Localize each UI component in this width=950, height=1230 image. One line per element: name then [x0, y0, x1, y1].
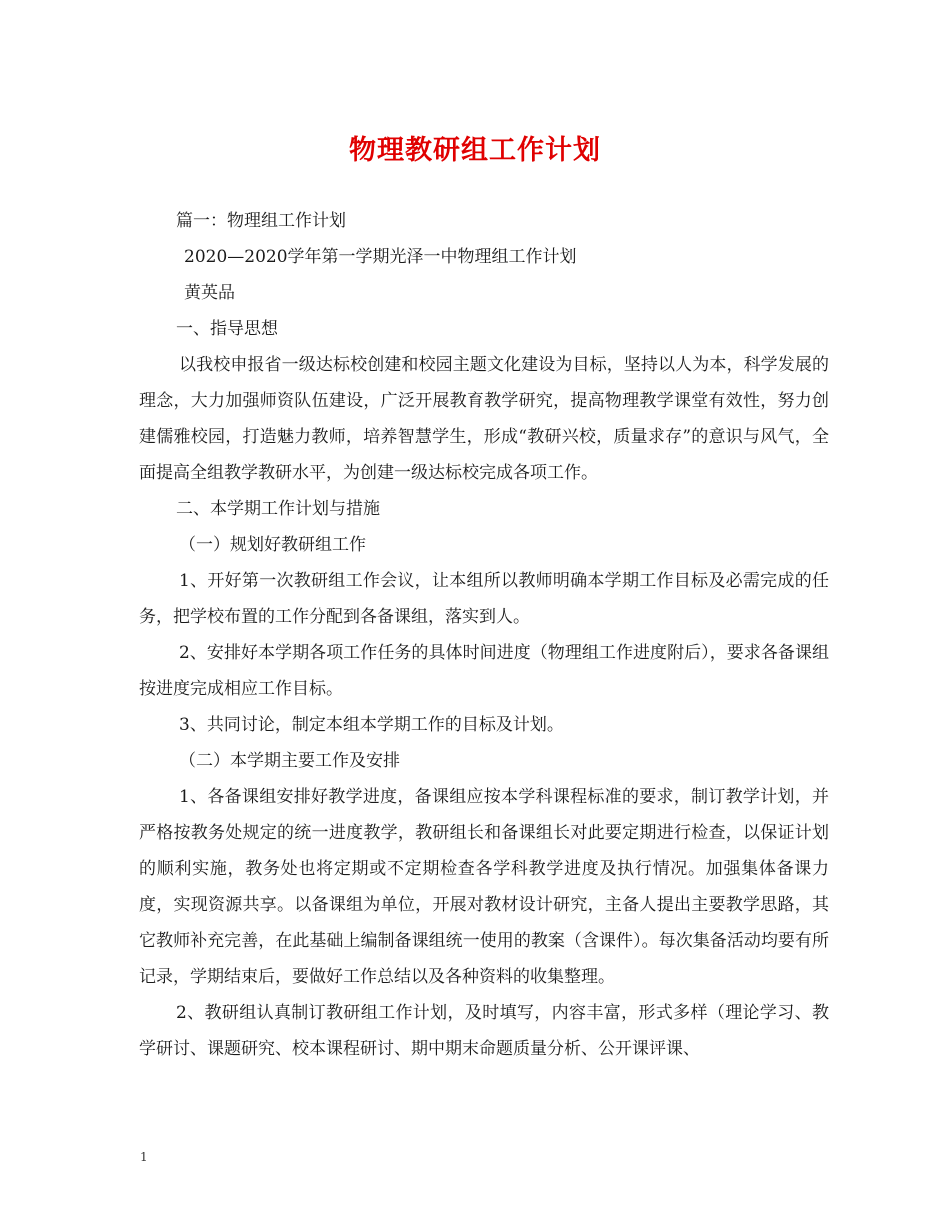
paragraph-item-2: 2、安排好本学期各项工作任务的具体时间进度（物理组工作进度附后），要求各备课组按进度完成相应工作目标。	[139, 643, 829, 699]
section-heading-guiding-thought: 一、指导思想	[176, 319, 278, 339]
plan-subtitle: 2020—2020学年第一学期光泽一中物理组工作计划	[184, 247, 577, 267]
section-heading-plan-measures: 二、本学期工作计划与措施	[176, 499, 380, 519]
page-number: 1	[140, 1150, 148, 1164]
document-body	[139, 203, 829, 1067]
subsection-heading-planning: （一）规划好教研组工作	[179, 535, 366, 555]
subsection-heading-main-work: （二）本学期主要工作及安排	[179, 751, 400, 771]
paragraph-item-1: 1、开好第一次教研组工作会议，让本组所以教师明确本学期工作目标及必需完成的任务，把学校布置的工作分配到各备课组，落实到人。	[139, 571, 829, 627]
article-label: 篇一：物理组工作计划	[176, 211, 346, 231]
paragraph-main-work-1: 1、各备课组安排好教学进度，备课组应按本学科课程标准的要求，制订教学计划，并严格按教务处规定的统一进度教学，教研组长和备课组长对此要定期进行检查，以保证计划的顺利实施，教务处也将定期或不定期检查各学科教学进度及执行情况。加强集体备课力度，实现资源共享。以备课组为单位，开展对教材设计研究，主备人提出主要教学思路，其它教师补充完善，在此基础上编制备课组统一使用的教案（含课件）。每次集备活动均要有所记录，学期结束后，要做好工作总结以及各种资料的收集整理。	[139, 787, 829, 987]
document-title: 物理教研组工作计划	[349, 135, 601, 166]
paragraph-item-3: 3、共同讨论，制定本组本学期工作的目标及计划。	[179, 715, 564, 735]
author-name: 黄英品	[184, 283, 235, 303]
paragraph-main-work-2: 2、教研组认真制订教研组工作计划，及时填写，内容丰富，形式多样（理论学习、教学研讨、课题研究、校本课程研讨、期中期末命题质量分析、公开课评课、	[139, 1003, 829, 1059]
paragraph-guiding-thought: 以我校申报省一级达标校创建和校园主题文化建设为目标，坚持以人为本，科学发展的理念，大力加强师资队伍建设，广泛开展教育教学研究，提高物理教学课堂有效性，努力创建儒雅校园，打造魅力教师，培养智慧学生，形成“教研兴校，质量求存”的意识与风气，全面提高全组教学教研水平，为创建一级达标校完成各项工作。	[139, 355, 829, 483]
